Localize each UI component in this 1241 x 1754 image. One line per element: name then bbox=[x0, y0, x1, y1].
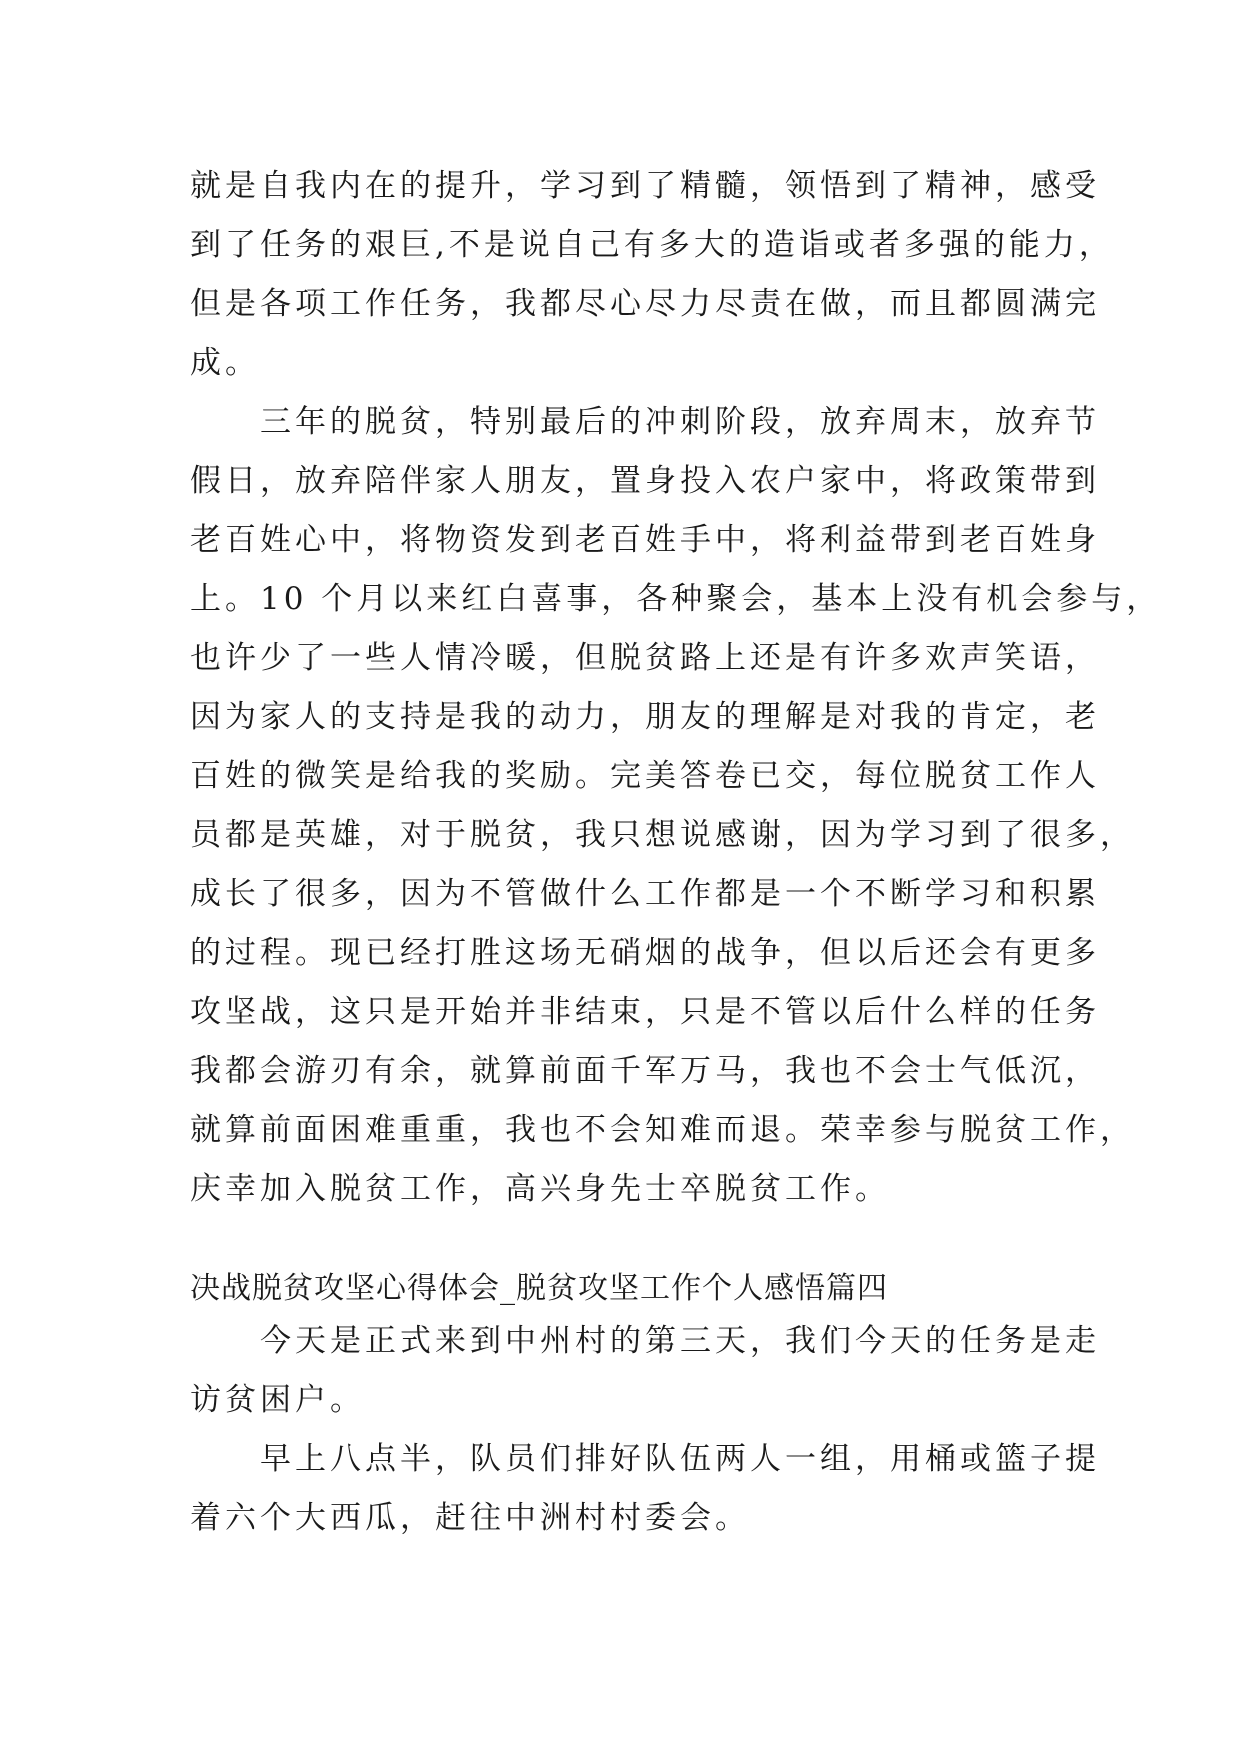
text-line: 着六个大西瓜，赶往中洲村村委会。 bbox=[190, 1500, 750, 1536]
text-line: 今天是正式来到中州村的第三天，我们今天的任务是走 bbox=[190, 1323, 1100, 1359]
text-line: 员都是英雄，对于脱贫，我只想说感谢，因为学习到了很多， bbox=[190, 817, 1135, 853]
text-line: 就算前面困难重重，我也不会知难而退。荣幸参与脱贫工作， bbox=[190, 1112, 1135, 1148]
text-line: 也许少了一些人情冷暖，但脱贫路上还是有许多欢声笑语， bbox=[190, 640, 1100, 676]
text-line: 百姓的微笑是给我的奖励。完美答卷已交，每位脱贫工作人 bbox=[190, 758, 1100, 794]
text-line: 我都会游刃有余，就算前面千军万马，我也不会士气低沉， bbox=[190, 1053, 1100, 1089]
text-line: 成。 bbox=[190, 345, 260, 381]
text-line: 就是自我内在的提升，学习到了精髓，领悟到了精神，感受 bbox=[190, 168, 1100, 204]
text-line: 庆幸加入脱贫工作，高兴身先士卒脱贫工作。 bbox=[190, 1171, 890, 1207]
text-line: 三年的脱贫，特别最后的冲刺阶段，放弃周末，放弃节 bbox=[190, 404, 1100, 440]
text-line: 成长了很多，因为不管做什么工作都是一个不断学习和积累 bbox=[190, 876, 1100, 912]
text-line: 攻坚战，这只是开始并非结束，只是不管以后什么样的任务 bbox=[190, 994, 1100, 1030]
text-line: 假日，放弃陪伴家人朋友，置身投入农户家中，将政策带到 bbox=[190, 463, 1100, 499]
text-line: 早上八点半，队员们排好队伍两人一组，用桶或篮子提 bbox=[190, 1441, 1100, 1477]
text-line: 但是各项工作任务，我都尽心尽力尽责在做，而且都圆满完 bbox=[190, 286, 1100, 322]
text-line: 老百姓心中，将物资发到老百姓手中，将利益带到老百姓身 bbox=[190, 522, 1100, 558]
text-line: 访贫困户。 bbox=[190, 1382, 365, 1418]
text-line: 的过程。现已经打胜这场无硝烟的战争，但以后还会有更多 bbox=[190, 935, 1100, 971]
section-heading: 决战脱贫攻坚心得体会_脱贫攻坚工作个人感悟篇四 bbox=[190, 1271, 888, 1306]
text-line: 上。10 个月以来红白喜事，各种聚会，基本上没有机会参与， bbox=[190, 581, 1162, 617]
text-line: 到了任务的艰巨,不是说自己有多大的造诣或者多强的能力， bbox=[190, 227, 1114, 263]
text-line: 因为家人的支持是我的动力，朋友的理解是对我的肯定，老 bbox=[190, 699, 1100, 735]
